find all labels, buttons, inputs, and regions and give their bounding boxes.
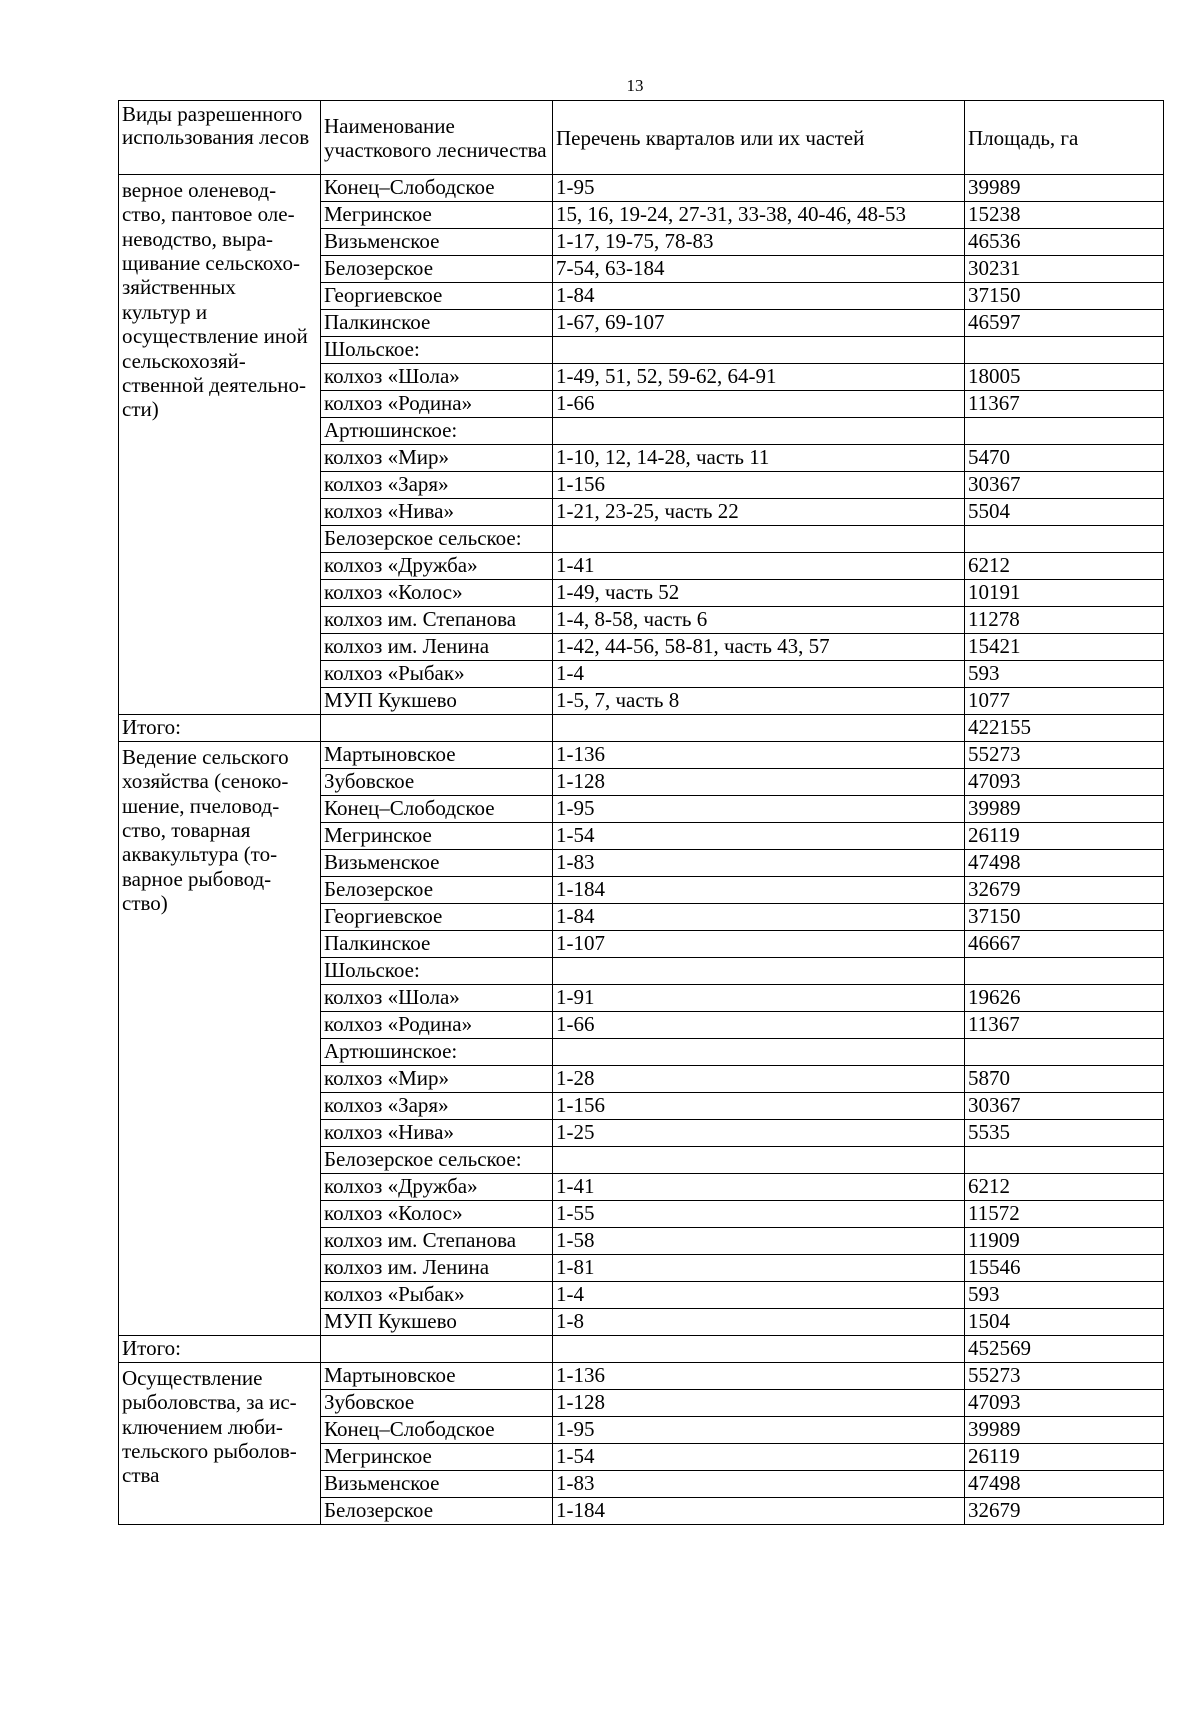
forestry-name-cell: Визьменское [321, 229, 553, 256]
total-row [119, 1336, 1164, 1363]
area-cell: 6212 [965, 1174, 1164, 1201]
quarters-cell: 1-8 [553, 1309, 965, 1336]
empty-cell [553, 1336, 965, 1363]
quarters-cell: 1-49, часть 52 [553, 580, 965, 607]
area-cell: 39989 [965, 1417, 1164, 1444]
forestry-name-cell: колхоз им. Степанова [321, 607, 553, 634]
header-area: Площадь, га [965, 101, 1164, 175]
quarters-cell: 1-10, 12, 14-28, часть 11 [553, 445, 965, 472]
forestry-name-cell: Конец–Слободское [321, 175, 553, 202]
table-header-row [119, 101, 1164, 175]
forestry-name-cell: колхоз «Колос» [321, 580, 553, 607]
area-cell: 5870 [965, 1066, 1164, 1093]
forestry-name-cell: Конец–Слободское [321, 1417, 553, 1444]
use-type-line: Осуществление [122, 1366, 263, 1390]
area-cell: 15238 [965, 202, 1164, 229]
total-label: Итого: [119, 715, 321, 742]
use-type-line: осуществление иной [122, 324, 308, 349]
use-type-line: хозяйства (сеноко- [122, 769, 289, 794]
use-type-line: неводство, выра- [122, 226, 274, 251]
area-cell: 1077 [965, 688, 1164, 715]
area-cell: 15546 [965, 1255, 1164, 1282]
area-cell: 39989 [965, 175, 1164, 202]
quarters-cell: 1-84 [553, 904, 965, 931]
quarters-cell: 1-67, 69-107 [553, 310, 965, 337]
quarters-cell: 1-17, 19-75, 78-83 [553, 229, 965, 256]
quarters-cell: 1-136 [553, 742, 965, 769]
quarters-cell [553, 526, 965, 553]
area-cell: 47498 [965, 850, 1164, 877]
quarters-cell: 1-95 [553, 175, 965, 202]
area-cell: 5535 [965, 1120, 1164, 1147]
forestry-name-cell: Шольское: [321, 958, 553, 985]
quarters-cell: 1-21, 23-25, часть 22 [553, 499, 965, 526]
area-cell: 32679 [965, 1498, 1164, 1525]
quarters-cell [553, 1147, 965, 1174]
use-type-line: ства [122, 1463, 160, 1488]
forestry-name-cell: Белозерское сельское: [321, 526, 553, 553]
forestry-name-cell: колхоз «Дружба» [321, 553, 553, 580]
forestry-name-cell: колхоз им. Степанова [321, 1228, 553, 1255]
quarters-cell: 1-184 [553, 1498, 965, 1525]
area-cell: 19626 [965, 985, 1164, 1012]
forestry-name-cell: Белозерское [321, 1498, 553, 1525]
empty-cell [553, 715, 965, 742]
area-cell: 26119 [965, 823, 1164, 850]
area-cell: 46597 [965, 310, 1164, 337]
area-cell: 1504 [965, 1309, 1164, 1336]
table-body [119, 175, 1164, 1525]
forestry-name-cell: колхоз «Родина» [321, 391, 553, 418]
forestry-name-cell: Мартыновское [321, 742, 553, 769]
quarters-cell: 1-83 [553, 1471, 965, 1498]
forestry-name-cell: Мегринское [321, 823, 553, 850]
use-type-line: рыболовства, за ис- [122, 1390, 297, 1415]
quarters-cell: 1-95 [553, 796, 965, 823]
forestry-name-cell: Палкинское [321, 310, 553, 337]
quarters-cell: 1-54 [553, 823, 965, 850]
use-type-line: аквакультура (то- [122, 842, 278, 867]
forestry-name-cell: Палкинское [321, 931, 553, 958]
use-type-line: культур и [122, 299, 208, 324]
area-cell: 46536 [965, 229, 1164, 256]
area-cell: 11367 [965, 391, 1164, 418]
forestry-name-cell: Белозерское сельское: [321, 1147, 553, 1174]
forestry-name-cell: Конец–Слободское [321, 796, 553, 823]
page-number: 13 [626, 76, 644, 95]
use-type-line: Ведение сельского [122, 745, 289, 769]
area-cell: 30367 [965, 472, 1164, 499]
area-cell: 32679 [965, 877, 1164, 904]
area-cell [965, 418, 1164, 445]
area-cell: 46667 [965, 931, 1164, 958]
use-type-cell [119, 742, 321, 1336]
area-cell: 47498 [965, 1471, 1164, 1498]
quarters-cell: 1-156 [553, 1093, 965, 1120]
area-cell: 37150 [965, 283, 1164, 310]
forestry-name-cell: Мегринское [321, 202, 553, 229]
header-quarters-list: Перечень кварталов или их частей [553, 101, 965, 175]
use-type-cell [119, 175, 321, 715]
use-type-line: щивание сельскохо- [122, 251, 300, 276]
area-cell: 593 [965, 1282, 1164, 1309]
forestry-name-cell: Белозерское [321, 877, 553, 904]
forestry-name-cell: колхоз «Дружба» [321, 1174, 553, 1201]
total-row [119, 715, 1164, 742]
area-cell: 11572 [965, 1201, 1164, 1228]
use-type-line: ключением люби- [122, 1414, 283, 1439]
area-cell [965, 1147, 1164, 1174]
table-row [119, 1363, 1164, 1390]
area-cell: 10191 [965, 580, 1164, 607]
header-forestry-name: Наименование участкового лесничества [321, 101, 553, 175]
forestry-name-cell: Георгиевское [321, 904, 553, 931]
quarters-cell: 1-54 [553, 1444, 965, 1471]
area-cell: 593 [965, 661, 1164, 688]
quarters-cell [553, 1039, 965, 1066]
use-type-line: верное оленевод- [122, 178, 277, 202]
quarters-cell: 1-28 [553, 1066, 965, 1093]
total-area: 422155 [965, 715, 1164, 742]
forestry-name-cell: колхоз им. Ленина [321, 634, 553, 661]
quarters-cell: 1-84 [553, 283, 965, 310]
quarters-cell: 1-136 [553, 1363, 965, 1390]
quarters-cell [553, 337, 965, 364]
use-type-line: сти) [122, 397, 159, 422]
area-cell: 55273 [965, 1363, 1164, 1390]
use-type-line: ство, товарная [122, 818, 251, 843]
area-cell [965, 526, 1164, 553]
use-type-line: варное рыбовод- [122, 866, 272, 891]
forestry-name-cell: Шольское: [321, 337, 553, 364]
forestry-name-cell: колхоз «Рыбак» [321, 1282, 553, 1309]
forestry-name-cell: колхоз «Шола» [321, 985, 553, 1012]
quarters-cell: 15, 16, 19-24, 27-31, 33-38, 40-46, 48-53 [553, 202, 965, 229]
area-cell [965, 337, 1164, 364]
quarters-cell: 1-156 [553, 472, 965, 499]
forestry-name-cell: колхоз «Заря» [321, 1093, 553, 1120]
area-cell: 11367 [965, 1012, 1164, 1039]
total-area: 452569 [965, 1336, 1164, 1363]
area-cell: 55273 [965, 742, 1164, 769]
forestry-name-cell: колхоз «Мир» [321, 1066, 553, 1093]
area-cell: 11909 [965, 1228, 1164, 1255]
table-row [119, 742, 1164, 769]
table-row [119, 175, 1164, 202]
quarters-cell [553, 418, 965, 445]
forestry-name-cell: Визьменское [321, 1471, 553, 1498]
use-type-cell [119, 1363, 321, 1525]
use-type-line: ство, пантовое оле- [122, 202, 295, 227]
forestry-name-cell: Визьменское [321, 850, 553, 877]
quarters-cell: 1-4 [553, 1282, 965, 1309]
quarters-cell: 1-83 [553, 850, 965, 877]
use-type-line: зяйственных [122, 275, 236, 300]
forestry-name-cell: колхоз «Шола» [321, 364, 553, 391]
area-cell: 26119 [965, 1444, 1164, 1471]
quarters-cell: 1-128 [553, 769, 965, 796]
quarters-cell: 1-25 [553, 1120, 965, 1147]
quarters-cell: 1-4 [553, 661, 965, 688]
quarters-cell: 1-91 [553, 985, 965, 1012]
forestry-name-cell: колхоз «Нива» [321, 1120, 553, 1147]
forestry-name-cell: Мартыновское [321, 1363, 553, 1390]
use-type-line: шение, пчеловод- [122, 793, 280, 818]
quarters-cell: 1-41 [553, 1174, 965, 1201]
quarters-cell: 1-107 [553, 931, 965, 958]
forestry-name-cell: колхоз «Колос» [321, 1201, 553, 1228]
area-cell: 5470 [965, 445, 1164, 472]
use-type-line: ственной деятельно- [122, 372, 307, 397]
forestry-name-cell: МУП Кукшево [321, 1309, 553, 1336]
area-cell: 37150 [965, 904, 1164, 931]
area-cell: 30231 [965, 256, 1164, 283]
quarters-cell: 1-42, 44-56, 58-81, часть 43, 57 [553, 634, 965, 661]
forestry-name-cell: Артюшинское: [321, 1039, 553, 1066]
forestry-name-cell: Мегринское [321, 1444, 553, 1471]
quarters-cell: 1-128 [553, 1390, 965, 1417]
area-cell: 6212 [965, 553, 1164, 580]
forestry-name-cell: колхоз «Рыбак» [321, 661, 553, 688]
area-cell: 15421 [965, 634, 1164, 661]
forestry-name-cell: Зубовское [321, 769, 553, 796]
quarters-cell: 1-95 [553, 1417, 965, 1444]
quarters-cell: 1-4, 8-58, часть 6 [553, 607, 965, 634]
area-cell: 5504 [965, 499, 1164, 526]
area-cell [965, 958, 1164, 985]
empty-cell [321, 1336, 553, 1363]
forestry-name-cell: Георгиевское [321, 283, 553, 310]
area-cell: 18005 [965, 364, 1164, 391]
use-type-line: сельскохозяй- [122, 348, 246, 373]
forestry-name-cell: колхоз «Нива» [321, 499, 553, 526]
empty-cell [321, 715, 553, 742]
quarters-cell: 1-81 [553, 1255, 965, 1282]
forestry-name-cell: колхоз им. Ленина [321, 1255, 553, 1282]
forestry-name-cell: колхоз «Родина» [321, 1012, 553, 1039]
quarters-cell: 1-66 [553, 1012, 965, 1039]
forestry-name-cell: МУП Кукшево [321, 688, 553, 715]
header-use-type: Виды разрешенного использования лесов [119, 101, 321, 175]
forest-use-table [118, 100, 1164, 1525]
area-cell: 39989 [965, 796, 1164, 823]
quarters-cell: 1-5, 7, часть 8 [553, 688, 965, 715]
area-cell: 11278 [965, 607, 1164, 634]
total-label: Итого: [119, 1336, 321, 1363]
forestry-name-cell: колхоз «Заря» [321, 472, 553, 499]
area-cell: 30367 [965, 1093, 1164, 1120]
quarters-cell: 7-54, 63-184 [553, 256, 965, 283]
forestry-name-cell: Артюшинское: [321, 418, 553, 445]
quarters-cell: 1-55 [553, 1201, 965, 1228]
quarters-cell: 1-58 [553, 1228, 965, 1255]
area-cell: 47093 [965, 1390, 1164, 1417]
quarters-cell: 1-41 [553, 553, 965, 580]
forestry-name-cell: Зубовское [321, 1390, 553, 1417]
quarters-cell [553, 958, 965, 985]
area-cell [965, 1039, 1164, 1066]
use-type-line: тельского рыболов- [122, 1439, 297, 1464]
forestry-name-cell: колхоз «Мир» [321, 445, 553, 472]
forestry-name-cell: Белозерское [321, 256, 553, 283]
quarters-cell: 1-184 [553, 877, 965, 904]
area-cell: 47093 [965, 769, 1164, 796]
quarters-cell: 1-49, 51, 52, 59-62, 64-91 [553, 364, 965, 391]
quarters-cell: 1-66 [553, 391, 965, 418]
use-type-line: ство) [122, 891, 168, 916]
